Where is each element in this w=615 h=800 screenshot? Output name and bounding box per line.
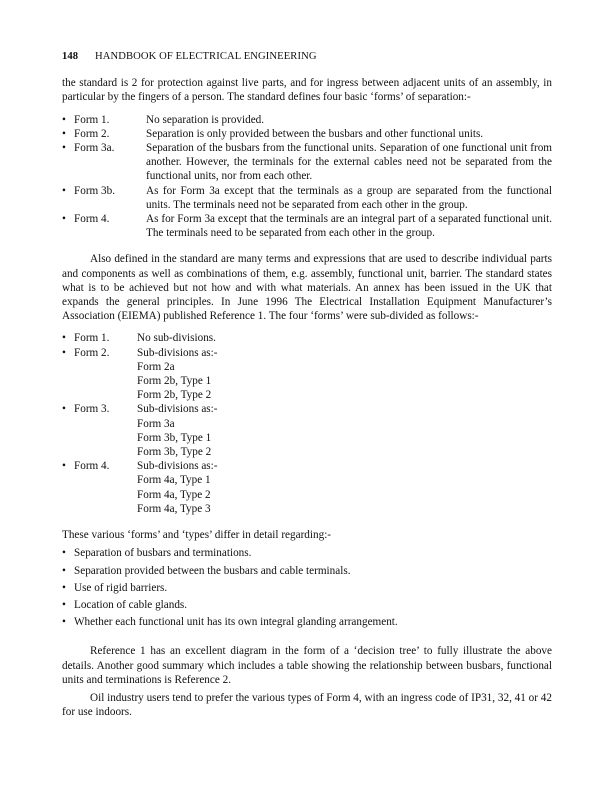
bullet-icon: • <box>62 113 66 126</box>
bullet-icon: • <box>62 142 66 155</box>
details-list <box>62 546 552 629</box>
bullet-icon: • <box>62 460 66 473</box>
bullet-icon: • <box>62 581 66 594</box>
list-item: • Separation provided between the busbars and cable terminals. <box>62 564 351 577</box>
list-item: • Location of cable glands. <box>62 598 188 611</box>
page-number: 148 <box>62 51 79 62</box>
running-header <box>62 50 552 64</box>
bullet-icon: • <box>62 403 66 416</box>
list-item: • Form 2. Separation is only provided between the busbars and other functional units. <box>62 127 484 140</box>
list-item: • Form 3a. Separation of the busbars from the functional units. Separation of one functional unit from another. However, the terminals for the external cables need not be separated from the functional units, nor from each other. <box>62 142 552 183</box>
paragraph-4: Reference 1 has an excellent diagram in the form of a ‘decision tree’ to fully illustrate the above details. Another good summary which includes a table showing the relationship between busbars, functional units and terminations is Reference 2. <box>62 645 552 686</box>
bullet-icon: • <box>62 346 66 359</box>
bullet-icon: • <box>62 127 66 140</box>
paragraph-5: Oil industry users tend to prefer the various types of Form 4, with an ingress code of IP31, 32, 41 or 42 for use indoors. <box>62 691 552 719</box>
paragraph-3: These various ‘forms’ and ‘types’ differ in detail regarding:- <box>62 529 332 542</box>
bullet-icon: • <box>62 332 66 345</box>
list-item: • Form 1. No separation is provided. <box>62 113 265 126</box>
list-item: • Form 1. No sub-divisions. <box>62 332 216 345</box>
list-item: • Form 2. Sub-divisions as:- Form 2a Form 2b, Type 1 Form 2b, Type 2 <box>62 346 218 402</box>
bullet-icon: • <box>62 547 66 560</box>
list-item: • Whether each functional unit has its own integral glanding arrangement. <box>62 616 398 629</box>
book-title: HANDBOOK OF ELECTRICAL ENGINEERING <box>94 51 317 62</box>
bullet-icon: • <box>62 184 66 197</box>
bullet-icon: • <box>62 598 66 611</box>
list-item: • Use of rigid barriers. <box>62 581 168 594</box>
subdivisions-list <box>62 331 552 516</box>
bullet-icon: • <box>62 564 66 577</box>
list-item: • Form 4. Sub-divisions as:- Form 4a, Type 1 Form 4a, Type 2 Form 4a, Type 3 <box>62 460 218 515</box>
list-item: • Separation of busbars and terminations. <box>62 547 252 560</box>
forms-list <box>62 113 552 241</box>
paragraph-2: Also defined in the standard are many terms and expressions that are used to describe individual parts and components as well as combinations of them, e.g. assembly, functional unit, barrier. The standard states what is to be achieved but not how and with what materials. An annex has been issued in the UK that expands the general principles. In June 1996 The Electrical Installation Equipment Manufacturer’s Association (EIEMA) published Reference 1. The four ‘forms’ were sub-divided as follows:- <box>62 253 552 323</box>
list-item: • Form 4. As for Form 3a except that the terminals are an integral part of a separated functional unit. The terminals need to be separated from each other in the group. <box>62 213 552 240</box>
document-page <box>62 50 552 719</box>
list-item: • Form 3b. As for Form 3a except that the terminals as a group are separated from the functional units. The terminals need not be separated from each other in the group. <box>62 184 552 211</box>
bullet-icon: • <box>62 213 66 226</box>
intro-paragraph: the standard is 2 for protection against live parts, and for ingress between adjacent units of an assembly, in particular by the fingers of a person. The standard defines four basic ‘forms’ of separation:- <box>62 77 552 104</box>
list-item: • Form 3. Sub-divisions as:- Form 3a Form 3b, Type 1 Form 3b, Type 2 <box>62 403 218 459</box>
bullet-icon: • <box>62 616 66 629</box>
